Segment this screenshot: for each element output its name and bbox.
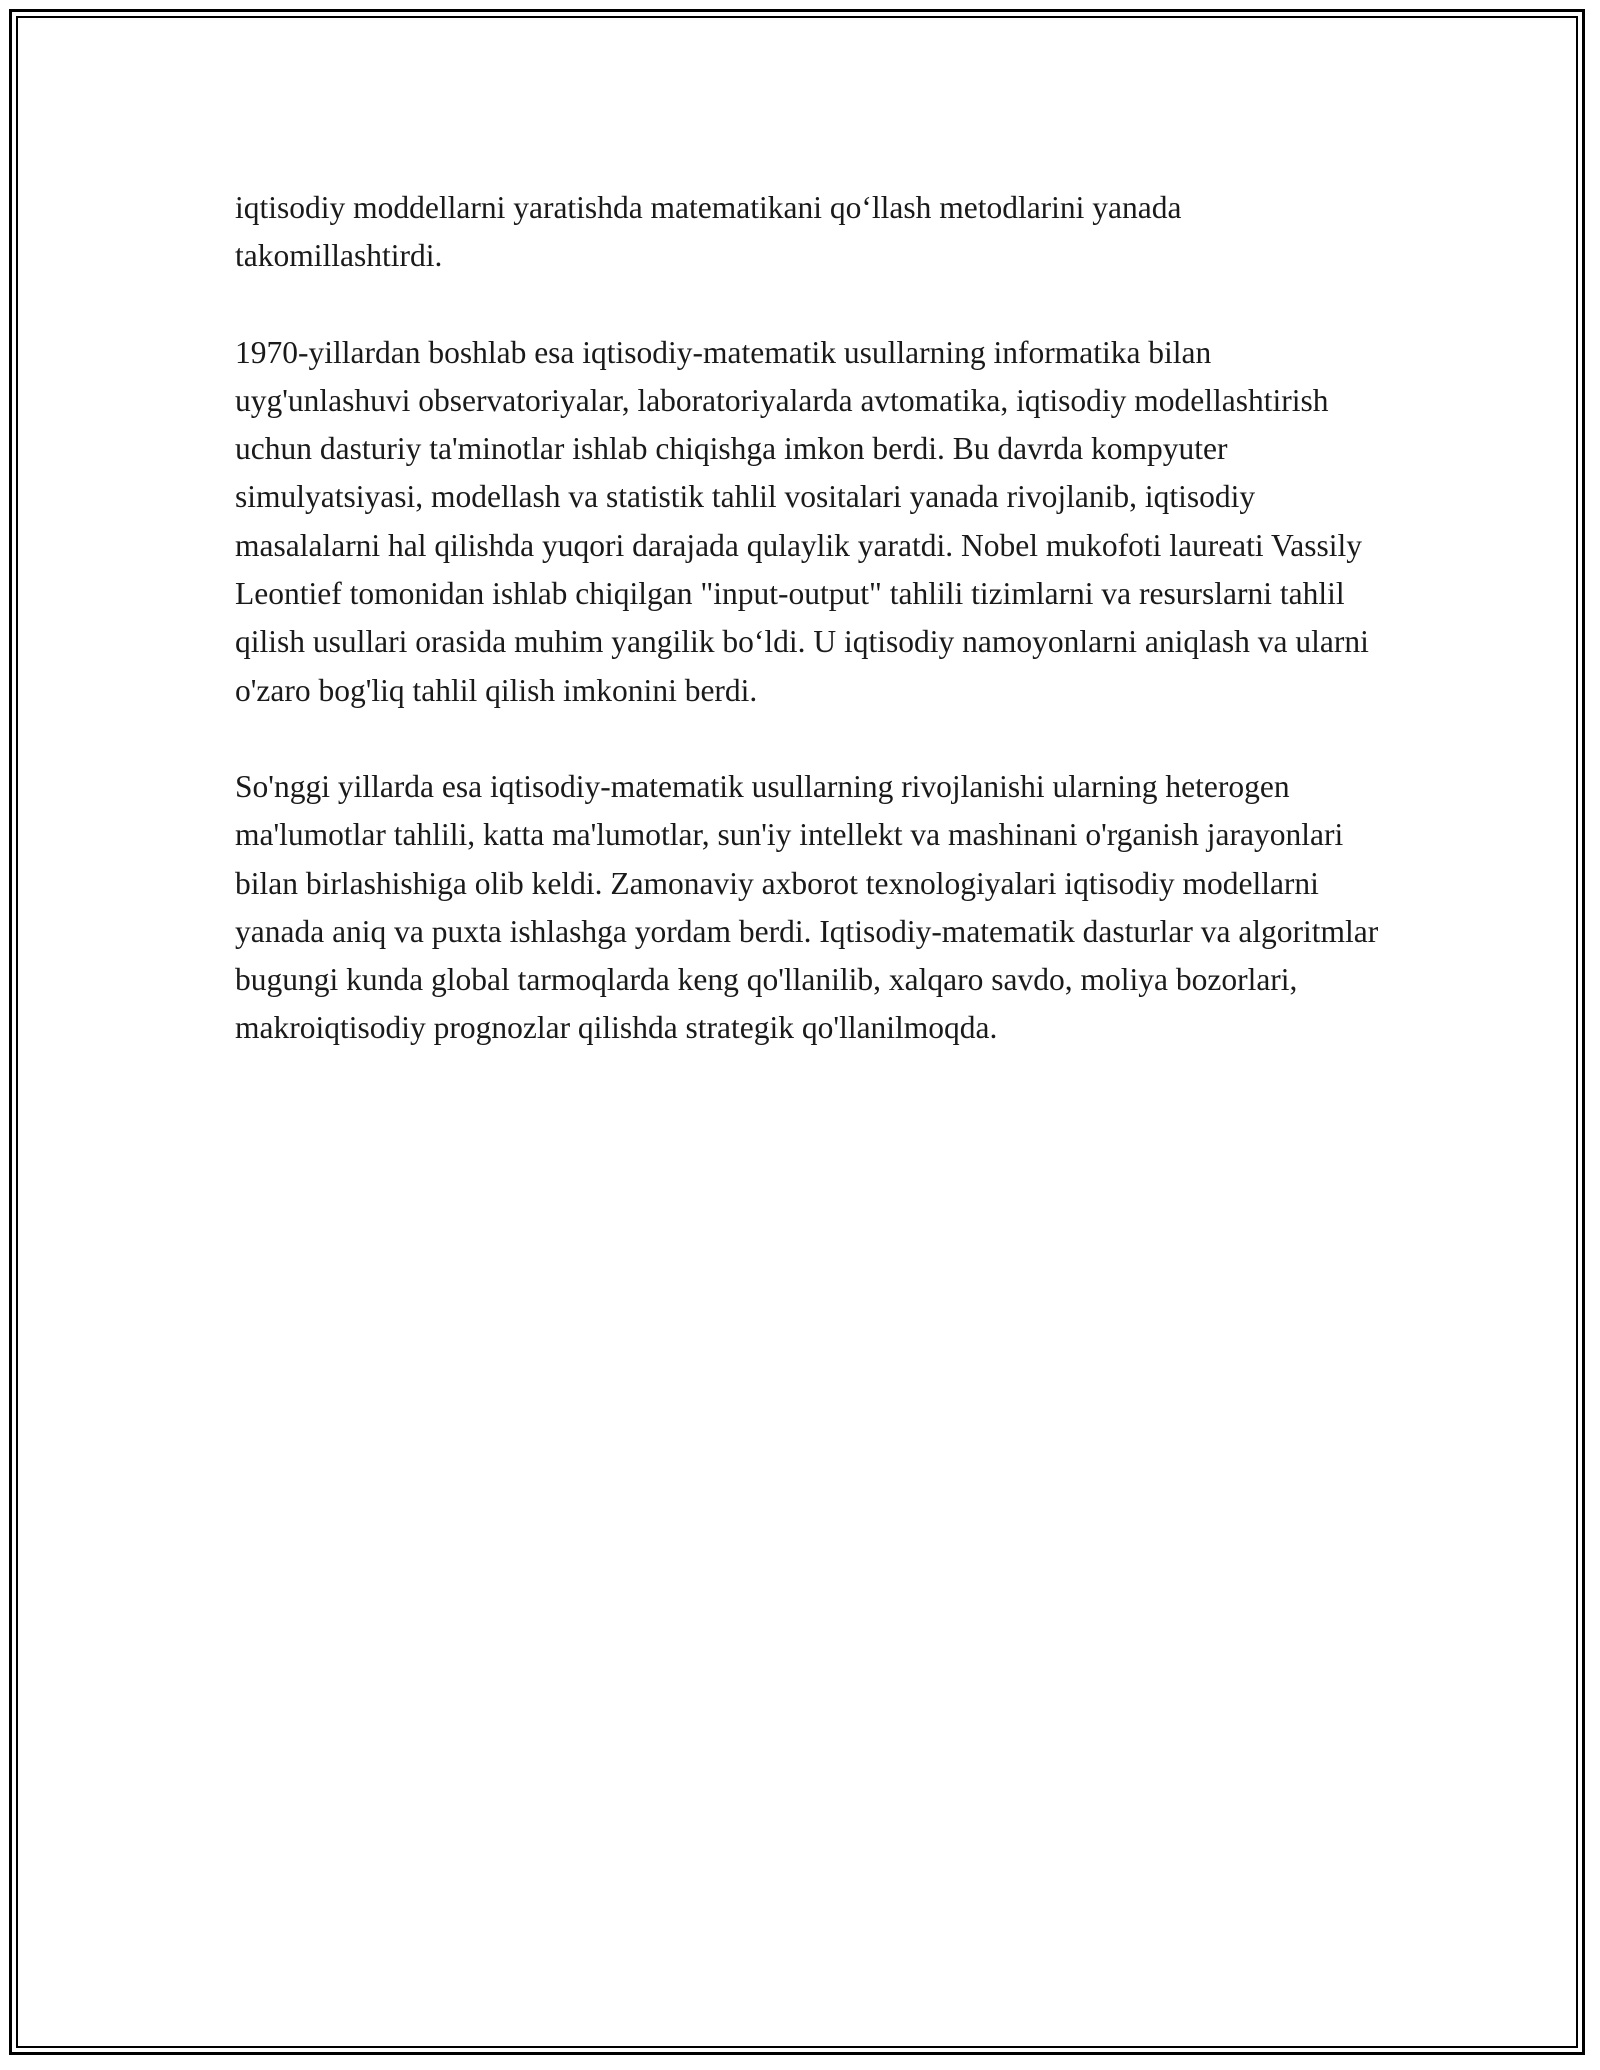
paragraph-recent-years: So'nggi yillarda esa iqtisodiy-matematik usullarning rivojlanishi ularning heterogen ma'lumotlar tahlili, katta ma'lumotlar, sun'iy intellekt va mashinani o'rganish jarayonlari bilan birlashishiga olib keldi. Zamonaviy axborot texnologiyalari iqtisodiy modellarni yanada aniq va puxta ishlashga yordam berdi. Iqtisodiy-matematik dasturlar va algoritmlar bugungi kunda global tarmoqlarda keng qo'llanilib, xalqaro savdo, moliya bozorlari, makroiqtisodiy prognozlar qilishda strategik qo'llanilmoqda. [235, 768, 1379, 1046]
paragraph-1970s: 1970-yillardan boshlab esa iqtisodiy-matematik usullarning informatika bilan uyg'unlashuvi observatoriyalar, laboratoriyalarda avtomatika, iqtisodiy modellashtirish uchun dasturiy ta'minotlar ishlab chiqishga imkon berdi. Bu davrda kompyuter simulyatsiyasi, modellash va statistik tahlil vositalari yanada rivojlanib, iqtisodiy masalalarni hal qilishda yuqori darajada qulaylik yaratdi. Nobel mukofoti laureati Vassily Leontief tomonidan ishlab chiqilgan "input-output" tahlili tizimlarni va resurslarni tahlil qilish usullari orasida muhim yangilik bo‘ldi. U iqtisodiy namoyonlarni aniqlash va ularni o'zaro bog'liq tahlil qilish imkonini berdi. [235, 334, 1369, 708]
paragraph-continuation: iqtisodiy moddellarni yaratishda matematikani qo‘llash metodlarini yanada takomillashtirdi. [235, 190, 1182, 274]
document-body [235, 184, 1385, 1101]
